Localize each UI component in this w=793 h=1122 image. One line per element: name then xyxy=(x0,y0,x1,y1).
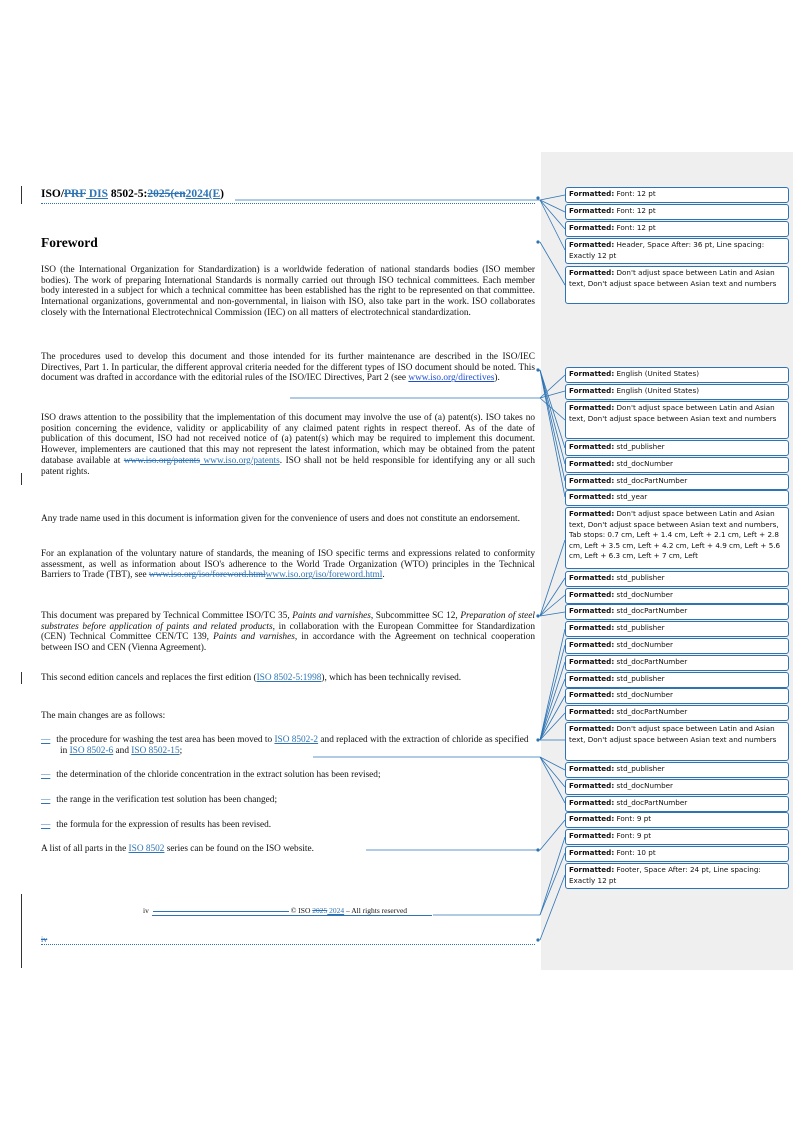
page-footer: iv © ISO 2025 2024 – All rights reserved xyxy=(143,906,408,915)
format-balloon[interactable]: Formatted: std_year xyxy=(565,490,789,506)
list-item: — the range in the verification test solution has been changed; xyxy=(41,795,278,805)
format-balloon[interactable]: Formatted: std_publisher xyxy=(565,672,789,688)
paragraph-edition: This second edition cancels and replaces the first edition (ISO 8502-5:1998), which has been technically revised. xyxy=(41,673,462,683)
format-balloon[interactable]: Formatted: Don't adjust space between Latin and Asian text, Don't adjust space between Asian text and numbers, Tab stops: 0.7 cm, Left + 1.4 cm, Left + 2.1 cm, Left + 2.8 cm, Left + 3.5 cm, Left + 4.2 cm, Left + 4.9 cm, Left + 5.6 cm, Left + 6.3 cm, Left + 7 cm, Left xyxy=(565,507,789,569)
paragraph-iso-intro: ISO (the International Organization for Standardization) is a worldwide federation of national standards bodies (ISO member bodies). The work of preparing International Standards is normally carried out through ISO technical committees. Each member body interested in a subject for which a technical committee has been established has the right to be represented on that committee. International organizations, governmental and non-governmental, in liaison with ISO, also take part in the work. ISO collaborates closely with the International Electrotechnical Commission (IEC) on all matters of electrotechnical standardization. xyxy=(41,265,535,318)
reference-iso-8502-2[interactable]: ISO 8502-2 xyxy=(274,735,319,745)
list-dash: — xyxy=(41,770,51,780)
paragraph-patents: ISO draws attention to the possibility that the implementation of this document may involve the use of (a) patent(s). ISO takes no position concerning the evidence, validity or applicability of any claimed patent rights in respect thereof. As of the date of publication of this document, ISO had not received notice of (a) patent(s) which may be required to implement this document. However, implementers are cautioned that this may not represent the latest information, which may be obtained from the patent database available at www.iso.org/patents www.iso.org/patents. ISO shall not be held responsible for identifying any or all such patent rights. xyxy=(41,413,535,477)
format-balloon[interactable]: Formatted: Font: 10 pt xyxy=(565,846,789,862)
bottom-page-number: iv xyxy=(41,935,48,944)
format-balloon[interactable]: Formatted: Font: 9 pt xyxy=(565,829,789,845)
format-balloon[interactable]: Formatted: std_docPartNumber xyxy=(565,604,789,620)
format-balloon[interactable]: Formatted: Don't adjust space between Latin and Asian text, Don't adjust space between Asian text and numbers xyxy=(565,401,789,439)
paragraph-list-of-parts: A list of all parts in the ISO 8502 series can be found on the ISO website. xyxy=(41,844,314,854)
format-balloon[interactable]: Formatted: std_docPartNumber xyxy=(565,655,789,671)
list-dash: — xyxy=(41,795,51,805)
section-title: Foreword xyxy=(41,235,98,250)
reference-iso-8502-5[interactable]: ISO 8502-5:1998 xyxy=(256,673,322,683)
format-balloon[interactable]: Formatted: std_publisher xyxy=(565,440,789,456)
format-balloon[interactable]: Formatted: Font: 9 pt xyxy=(565,812,789,828)
format-balloon[interactable]: Formatted: Font: 12 pt xyxy=(565,221,789,237)
format-balloon[interactable]: Formatted: English (United States) xyxy=(565,384,789,400)
list-dash: — xyxy=(41,820,51,830)
format-balloon[interactable]: Formatted: Font: 12 pt xyxy=(565,187,789,203)
format-balloon[interactable]: Formatted: English (United States) xyxy=(565,367,789,383)
format-balloon[interactable]: Formatted: std_docPartNumber xyxy=(565,705,789,721)
list-item: — the determination of the chloride concentration in the extract solution has been revised; xyxy=(41,770,381,780)
paragraph-main-changes: The main changes are as follows: xyxy=(41,711,166,721)
paragraph-procedures: The procedures used to develop this document and those intended for its further maintenance are described in the ISO/IEC Directives, Part 1. In particular, the different approval criteria needed for the different types of ISO document should be noted. This document was drafted in accordance with the editorial rules of the ISO/IEC Directives, Part 2 (see www.iso.org/directives). xyxy=(41,352,535,384)
format-balloon[interactable]: Formatted: Don't adjust space between Latin and Asian text, Don't adjust space between Asian text and numbers xyxy=(565,266,789,304)
footer-page-number: iv xyxy=(143,906,149,915)
reference-iso-8502-6[interactable]: ISO 8502-6 xyxy=(69,745,114,756)
format-balloon[interactable]: Formatted: std_docNumber xyxy=(565,588,789,604)
list-item: — the procedure for washing the test area has been moved to ISO 8502-2 and replaced with the extraction of chloride as specified in ISO 8502-6 and ISO 8502-15; xyxy=(41,735,529,756)
format-balloon[interactable]: Formatted: std_docPartNumber xyxy=(565,796,789,812)
document-header-title: ISO/PRF DIS 8502-5:2025(en2024(E) xyxy=(41,188,224,200)
reference-iso-8502[interactable]: ISO 8502 xyxy=(128,844,165,854)
format-balloon[interactable]: Formatted: std_docNumber xyxy=(565,779,789,795)
format-balloon[interactable]: Formatted: Font: 12 pt xyxy=(565,204,789,220)
format-balloon[interactable]: Formatted: std_docNumber xyxy=(565,638,789,654)
format-balloon[interactable]: Formatted: Don't adjust space between Latin and Asian text, Don't adjust space between Asian text and numbers xyxy=(565,722,789,761)
paragraph-trade-name: Any trade name used in this document is information given for the convenience of users and does not constitute an endorsement. xyxy=(41,514,520,524)
patents-link-deleted[interactable]: www.iso.org/patents xyxy=(123,455,201,466)
format-balloon[interactable]: Formatted: Header, Space After: 36 pt, Line spacing: Exactly 12 pt xyxy=(565,238,789,264)
format-balloon[interactable]: Formatted: std_publisher xyxy=(565,762,789,778)
paragraph-committee: This document was prepared by Technical Committee ISO/TC 35, Paints and varnishes, Subcommittee SC 12, Preparation of steel substrates before application of paints and related products, in collaboration with the European Committee for Standardization (CEN) Technical Committee CEN/TC 139, Paints and varnishes, in accordance with the Agreement on technical cooperation between ISO and CEN (Vienna Agreement). xyxy=(41,611,535,654)
format-balloon[interactable]: Formatted: std_docNumber xyxy=(565,688,789,704)
paragraph-voluntary-nature: For an explanation of the voluntary nature of standards, the meaning of ISO specific terms and expressions related to conformity assessment, as well as information about ISO's adherence to the World Trade Organization (WTO) principles in the Technical Barriers to Trade (TBT), see www.iso.org/iso/foreword.htmlwww.iso.org/iso/foreword.html. xyxy=(41,549,535,581)
format-balloon[interactable]: Formatted: std_docPartNumber xyxy=(565,474,789,490)
list-dash: — xyxy=(41,735,51,745)
format-balloon[interactable]: Formatted: Footer, Space After: 24 pt, Line spacing: Exactly 12 pt xyxy=(565,863,789,889)
foreword-link[interactable]: www.iso.org/iso/foreword.html xyxy=(265,570,383,581)
list-item: — the formula for the expression of results has been revised. xyxy=(41,820,272,830)
foreword-link-deleted[interactable]: www.iso.org/iso/foreword.html xyxy=(148,570,266,581)
format-balloon[interactable]: Formatted: std_docNumber xyxy=(565,457,789,473)
reference-iso-8502-15[interactable]: ISO 8502-15 xyxy=(131,745,180,756)
patents-link[interactable]: www.iso.org/patents xyxy=(200,455,280,466)
directives-link[interactable]: www.iso.org/directives xyxy=(408,373,495,384)
format-balloon[interactable]: Formatted: std_publisher xyxy=(565,621,789,637)
format-balloon[interactable]: Formatted: std_publisher xyxy=(565,571,789,587)
